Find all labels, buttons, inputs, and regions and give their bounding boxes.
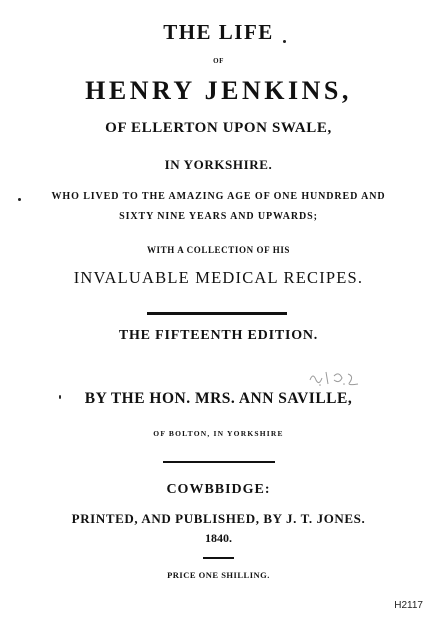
faint-stamp-mark	[306, 366, 364, 388]
subject-county: IN YORKSHIRE.	[164, 157, 273, 172]
of-connector: OF	[213, 57, 224, 65]
lived-line-2: SIXTY NINE YEARS AND UPWARDS;	[119, 211, 318, 222]
imprint-publisher: PRINTED, AND PUBLISHED, BY J. T. JONES.	[71, 511, 366, 526]
edition-line: THE FIFTEENTH EDITION.	[118, 328, 319, 343]
imprint-year: 1840.	[205, 531, 232, 545]
shelfmark-label: H2117	[394, 600, 423, 611]
price-line: PRICE ONE SHILLING.	[167, 570, 270, 580]
ink-speck	[283, 40, 286, 43]
collection-line: WITH A COLLECTION OF HIS	[146, 245, 291, 255]
lived-line-1: WHO LIVED TO THE AMAZING AGE OF ONE HUNDRED AND	[51, 191, 386, 202]
imprint-town: COWBBIDGE:	[166, 482, 271, 497]
subject-place: OF ELLERTON UPON SWALE,	[105, 120, 332, 136]
subject-name: HENRY JENKINS,	[85, 76, 352, 105]
author-place: OF BOLTON, IN YORKSHIRE	[153, 429, 284, 438]
ink-speck	[59, 395, 61, 399]
divider-rule-top	[147, 312, 287, 315]
divider-rule-bottom	[203, 557, 234, 559]
book-title: THE LIFE	[163, 20, 274, 44]
recipes-line: INVALUABLE MEDICAL RECIPES.	[73, 268, 364, 287]
author-line: BY THE HON. MRS. ANN SAVILLE,	[84, 390, 353, 407]
ink-speck	[18, 198, 21, 201]
divider-rule-middle	[163, 461, 275, 463]
